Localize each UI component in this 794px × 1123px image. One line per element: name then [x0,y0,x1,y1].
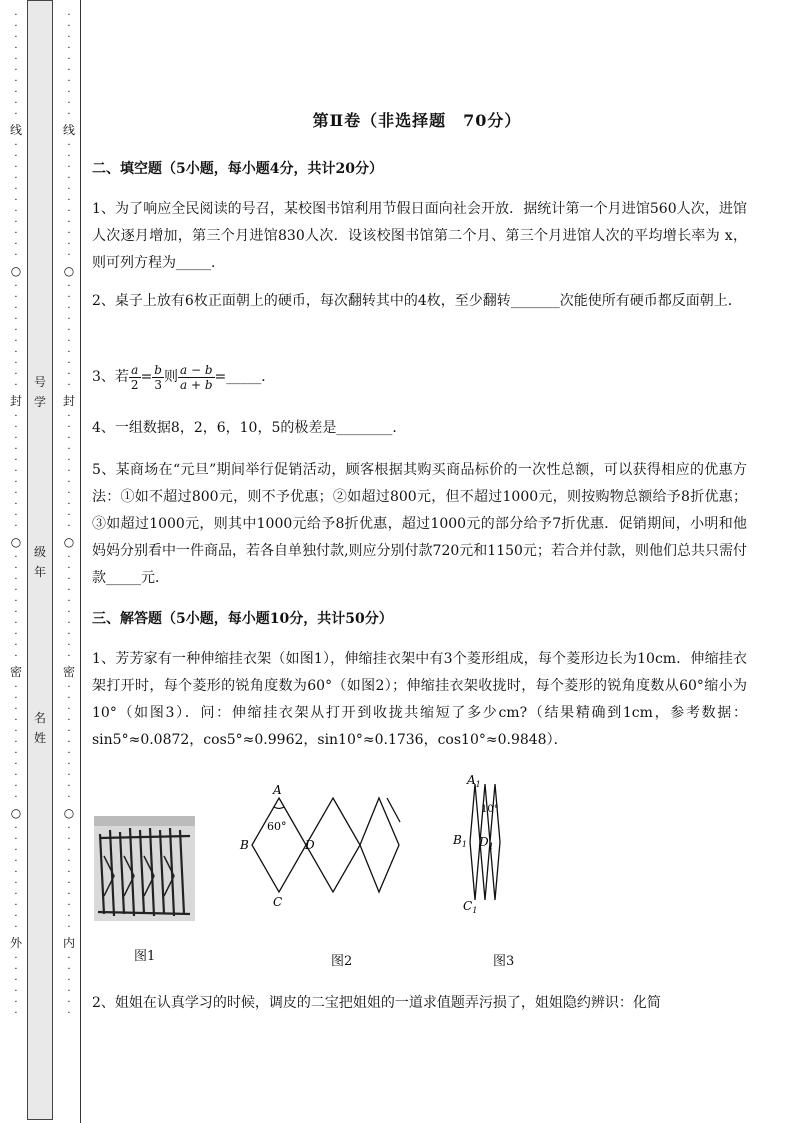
label-10deg: 10° [481,804,499,815]
seal-dot: · [67,878,71,889]
seal-dot: · [67,173,71,184]
seal-dot: · [67,369,71,380]
seal-dot: · [14,510,18,521]
seal-dot: · [67,10,71,21]
seal-dot: · [67,488,71,499]
seal-circle-mark: ○ [63,535,75,549]
seal-dot: · [67,228,71,239]
outer-seal-column [8,10,24,1019]
seal-dot: · [14,65,18,76]
seal-dot: · [14,358,18,369]
section3-question2: 2、姐姐在认真学习的时候，调皮的二宝把姐姐的一道求值题弄污损了，姐姐隐约辨识：化简 [92,995,661,1011]
seal-dot: · [67,250,71,261]
seal-dot: · [14,911,18,922]
seal-dot: · [67,195,71,206]
seal-dot: · [67,964,71,975]
seal-dot: · [67,151,71,162]
seal-dot: · [67,358,71,369]
seal-circle-mark: ○ [10,806,22,820]
section2-question1: 1、为了响应全民阅读的号召，某校图书馆利用节假日面向社会开放．据统计第一个月进馆560人次，进馆人次逐月增加，第三个月进馆830人次．设该校图书馆第二个月、第三个月进馆人次的平均增长率为 x，则可列方程为_____． [92,201,747,271]
seal-dot: · [67,997,71,1008]
seal-dot: · [14,477,18,488]
frac1-numerator: a [129,363,141,378]
seal-dot: · [67,206,71,217]
seal-dot: · [67,380,71,391]
seal-dot: · [14,21,18,32]
seal-dot: · [67,21,71,32]
seal-dot: · [14,411,18,422]
seal-dot: · [14,228,18,239]
label-D: D [305,838,315,852]
seal-dot: · [67,184,71,195]
section2-question4: 4、一组数据8，2，6，10，5的极差是________． [92,420,407,436]
seal-dot: · [67,748,71,759]
seal-dot: · [67,834,71,845]
seal-dot: · [14,878,18,889]
seal-dot: · [67,477,71,488]
seal-dot: · [14,823,18,834]
section3-heading: 三、解答题（5小题，每小题10分，共计50分） [92,611,393,627]
seal-dot: · [67,1008,71,1019]
seal-dot: · [14,281,18,292]
seal-dot: · [67,726,71,737]
seal-dot: · [67,552,71,563]
seal-dot: · [14,151,18,162]
seal-text-mark: 密 [9,665,22,679]
seal-dot: · [14,109,18,120]
seal-text-mark: 封 [62,394,75,408]
seal-dot: · [14,87,18,98]
label-B1: $B_1$ [453,833,467,849]
seal-dot: · [67,574,71,585]
seal-dot: · [14,184,18,195]
label-C1: $C_1$ [463,899,478,915]
label-C: C [273,895,283,909]
seal-dot: · [67,823,71,834]
seal-dot: · [67,162,71,173]
seal-dot: · [67,444,71,455]
seal-dot: · [67,347,71,358]
seal-dot: · [14,759,18,770]
seal-dot: · [14,292,18,303]
seal-dot: · [14,737,18,748]
seal-dot: · [14,715,18,726]
rhombus-1 [252,798,306,892]
seal-dot: · [14,770,18,781]
seal-dot: · [14,781,18,792]
label-A1: $A_1$ [467,773,481,789]
seal-dot: · [67,303,71,314]
seal-dot: · [67,759,71,770]
section2-heading: 二、填空题（5小题，每小题4分，共计20分） [92,161,383,177]
binding-line [80,0,81,1123]
seal-dot: · [14,900,18,911]
seal-dot: · [67,54,71,65]
frac1-denominator: 2 [130,377,139,392]
figure1-hanger-photo [94,816,195,921]
label-B: B [240,838,249,852]
section2-question3 [92,362,747,392]
seal-dot: · [14,986,18,997]
grade-field [33,542,49,582]
seal-dot: · [67,411,71,422]
label-D1: $D_1$ [479,835,494,851]
seal-dot: · [14,43,18,54]
seal-dot: · [67,98,71,109]
frac3-denominator: a + b [179,377,213,392]
seal-dot: · [14,1008,18,1019]
figure3-collapsed-diagram [447,770,517,915]
seal-dot: · [14,325,18,336]
seal-dot: · [67,911,71,922]
seal-dot: · [14,98,18,109]
seal-circle-mark: ○ [10,535,22,549]
seal-dot: · [14,640,18,651]
seal-dot: · [67,737,71,748]
seal-dot: · [14,563,18,574]
seal-dot: · [14,629,18,640]
seal-dot: · [67,640,71,651]
seal-dot: · [67,217,71,228]
label-A: A [273,783,282,797]
frac2-numerator: b [154,362,162,377]
seal-dot: · [67,922,71,933]
seal-dot: · [14,217,18,228]
seal-text-mark: 外 [9,936,22,950]
seal-dot: · [14,585,18,596]
q3-then: 则 [163,369,178,385]
seal-dot: · [14,54,18,65]
q3-prefix: 3、若 [92,369,129,385]
seal-dot: · [14,997,18,1008]
seal-dot: · [67,87,71,98]
seal-dot: · [67,455,71,466]
seal-dot: · [67,856,71,867]
section2-question5: 5、某商场在“元旦”期间举行促销活动，顾客根据其购买商品标价的一次性总额，可以获得相应的优惠方法：①如不超过800元，则不予优惠；②如超过800元，但不超过1000元，则按购物总额给予8折优惠；③如超过1000元，则其中1000元给予8折优惠，超过1000元的部分给予7折优惠．促销期间，小明和他妈妈分别看中一件商品，若各自单独付款,则应分别付款720元和1150元；若合并付款，则他们总共只需付款_____元． [92,462,747,586]
seal-dot: · [67,781,71,792]
seal-dot: · [14,651,18,662]
seal-dot: · [14,964,18,975]
seal-dot: · [14,889,18,900]
figure2-rhombi-diagram [237,780,407,910]
seal-dot: · [67,585,71,596]
seal-dot: · [67,693,71,704]
fraction-diff-over-sum [178,363,215,392]
seal-dot: · [14,552,18,563]
seal-dot: · [14,336,18,347]
seal-dot: · [14,433,18,444]
seal-dot: · [14,444,18,455]
seal-dot: · [67,629,71,640]
seal-dot: · [67,32,71,43]
seal-dot: · [67,682,71,693]
seal-dot: · [14,693,18,704]
seal-circle-mark: ○ [10,264,22,278]
seal-dot: · [67,867,71,878]
seal-dot: · [14,369,18,380]
figure3-caption: 图3 [493,954,515,969]
seal-dot: · [67,422,71,433]
seal-dot: · [67,986,71,997]
grade-label: 级年 [33,545,46,579]
seal-dot: · [67,975,71,986]
section2-question2: 2、桌子上放有6枚正面朝上的硬币，每次翻转其中的4枚，至少翻转_______次能使所有硬币都反面朝上． [92,293,742,309]
seal-dot: · [14,856,18,867]
seal-dot: · [14,314,18,325]
seal-dot: · [14,792,18,803]
seal-dot: · [14,10,18,21]
q3-equals: = [140,369,153,385]
seal-circle-mark: ○ [63,264,75,278]
seal-dot: · [14,704,18,715]
seal-dot: · [14,867,18,878]
seal-dot: · [14,140,18,151]
seal-dot: · [67,953,71,964]
seal-dot: · [14,162,18,173]
seal-text-mark: 封 [9,394,22,408]
seal-dot: · [67,651,71,662]
seal-dot: · [14,488,18,499]
student-id-field [33,372,49,412]
seal-dot: · [14,574,18,585]
seal-dot: · [67,43,71,54]
seal-dot: · [14,922,18,933]
seal-dot: · [67,281,71,292]
figure2-caption: 图2 [331,954,353,969]
page-title: 第Ⅱ卷（非选择题 70分） [312,111,522,130]
seal-dot: · [14,303,18,314]
fraction-a-over-2 [129,363,141,392]
name-label: 名姓 [33,711,46,745]
seal-dot: · [14,206,18,217]
q3-suffix: =_____． [214,369,276,385]
seal-dot: · [14,607,18,618]
seal-dot: · [67,336,71,347]
seal-dot: · [14,748,18,759]
section3-question1: 1、芳芳家有一种伸缩挂衣架（如图1），伸缩挂衣架中有3个菱形组成，每个菱形边长为10cm．伸缩挂衣架打开时，每个菱形的锐角度数为60°（如图2）；伸缩挂衣架收拢时，每个菱形的锐角度数从60°缩小为10°（如图3）．问：伸缩挂衣架从打开到收拢共缩短了多少cm?（结果精确到1cm，参考数据：sin5°≈0.0872，cos5°≈0.9962，sin10°≈0.1736，cos10°≈0.9848）． [92,651,747,748]
seal-dot: · [67,65,71,76]
seal-dot: · [14,250,18,261]
seal-text-mark: 内 [62,936,75,950]
seal-text-mark: 线 [62,123,75,137]
rhombus-3-full [360,798,399,892]
seal-dot: · [14,682,18,693]
inner-seal-column [61,10,77,1019]
seal-dot: · [14,347,18,358]
seal-dot: · [67,140,71,151]
seal-dot: · [14,596,18,607]
seal-dot: · [14,466,18,477]
seal-dot: · [67,292,71,303]
seal-dot: · [67,76,71,87]
seal-text-mark: 线 [9,123,22,137]
seal-dot: · [67,792,71,803]
label-60deg: 60° [267,820,287,833]
seal-dot: · [14,455,18,466]
seal-dot: · [14,834,18,845]
seal-dot: · [67,618,71,629]
rhombus-3 [387,798,400,822]
seal-dot: · [14,845,18,856]
seal-dot: · [14,173,18,184]
seal-dot: · [14,380,18,391]
seal-dot: · [67,607,71,618]
seal-dot: · [14,195,18,206]
seal-dot: · [14,422,18,433]
seal-dot: · [67,499,71,510]
name-field [33,708,49,748]
seal-dot: · [67,466,71,477]
frac3-numerator: a − b [179,362,213,377]
seal-dot: · [67,521,71,532]
seal-dot: · [67,510,71,521]
seal-dot: · [14,32,18,43]
fraction-b-over-3 [152,363,164,392]
seal-dot: · [67,704,71,715]
seal-dot: · [67,770,71,781]
figure1-caption: 图1 [134,949,156,964]
seal-dot: · [14,618,18,629]
seal-dot: · [67,889,71,900]
seal-dot: · [67,596,71,607]
seal-dot: · [67,325,71,336]
seal-dot: · [14,239,18,250]
seal-dot: · [67,314,71,325]
seal-dot: · [14,521,18,532]
seal-dot: · [67,109,71,120]
seal-circle-mark: ○ [63,806,75,820]
seal-dot: · [14,499,18,510]
seal-dot: · [67,715,71,726]
binding-margin [0,0,82,1123]
seal-dot: · [14,76,18,87]
seal-dot: · [67,239,71,250]
seal-dot: · [67,563,71,574]
seal-dot: · [14,975,18,986]
seal-text-mark: 密 [62,665,75,679]
seal-dot: · [67,845,71,856]
seal-dot: · [14,953,18,964]
frac2-denominator: 3 [154,377,162,392]
seal-dot: · [67,900,71,911]
seal-dot: · [67,433,71,444]
angle-arc [274,807,284,809]
seal-dot: · [14,726,18,737]
student-id-label: 号学 [33,375,46,409]
